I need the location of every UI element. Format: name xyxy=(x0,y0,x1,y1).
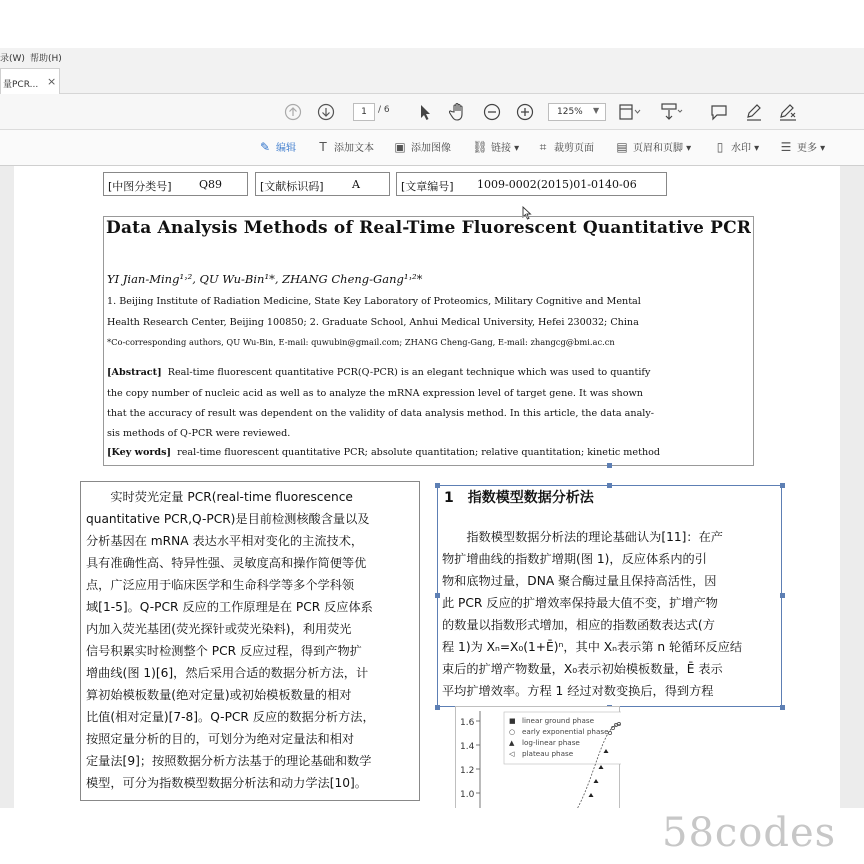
body-line: 增曲线(图 1)[6]，然后采用合适的数据分析方法，计 xyxy=(86,666,369,680)
watermark-button[interactable]: ▯ 水印 ▾ xyxy=(712,139,759,154)
edit-icon: ✎ xyxy=(259,140,271,154)
tab-bar xyxy=(0,64,864,94)
body-line: 算初始模板数量(绝对定量)或初始模板数量的相对 xyxy=(86,688,352,702)
doc-code-label: [文献标识码] xyxy=(260,180,324,193)
selection-handle[interactable] xyxy=(607,483,612,488)
link-label: 链接 xyxy=(491,143,511,154)
edit-toolbar xyxy=(0,130,864,166)
abstract-line: sis methods of Q-PCR were reviewed. xyxy=(107,428,291,439)
document-tab-label: 量PCR... xyxy=(3,80,39,90)
affiliation-line: 1. Beijing Institute of Radiation Medicine, State Key Laboratory of Proteomics, Military Cognitive and Mental xyxy=(107,296,641,307)
previous-page-icon[interactable] xyxy=(284,103,302,125)
legend-marker-circle: ○ xyxy=(509,728,516,736)
header-footer-icon: ▤ xyxy=(616,140,628,154)
add-image-button[interactable] xyxy=(392,139,451,154)
navigation-toolbar xyxy=(0,94,864,130)
sign-icon[interactable] xyxy=(778,102,798,126)
legend-entry: log-linear phase xyxy=(522,738,580,747)
header-footer-label: 页眉和页脚 xyxy=(633,143,683,154)
clc-value: Q89 xyxy=(199,178,223,191)
more-button[interactable]: ☰ 更多 ▾ xyxy=(778,139,825,154)
doc-code-box xyxy=(255,172,390,196)
watermark-text: 58codes xyxy=(662,810,837,856)
crop-page-button[interactable] xyxy=(535,139,594,155)
header-footer-button[interactable]: ▤ 页眉和页脚 ▾ xyxy=(614,139,691,154)
watermark-label: 水印 xyxy=(731,143,751,154)
abstract-text: Real-time fluorescent quantitative PCR(Q-PCR) is an elegant technique which was used to quantify xyxy=(167,367,651,378)
article-no-value: 1009-0002(2015)01-0140-06 xyxy=(477,178,637,191)
body-line: 内加入荧光基团(荧光探针或荧光染料)，利用荧光 xyxy=(86,622,352,636)
keywords-text: real-time fluorescent quantitative PCR; absolute quantitation; relative quantitation; kinetic method xyxy=(177,447,661,458)
figure-plot xyxy=(456,707,621,811)
link-button[interactable]: ⛓ 链接 ▾ xyxy=(472,140,520,154)
crop-label: 裁剪页面 xyxy=(554,143,594,154)
body-line: 具有准确性高、特异性强、灵敏度高和操作简便等优 xyxy=(86,556,367,570)
body-line: 按照定量分析的目的，可划分为绝对定量法和相对 xyxy=(86,732,355,746)
edit-label: 编辑 xyxy=(276,143,296,154)
body-line: 比值(相对定量)[7-8]。Q-PCR 反应的数据分析方法， xyxy=(86,710,375,724)
more-label: 更多 xyxy=(797,143,817,154)
pen-icon[interactable] xyxy=(745,102,763,126)
body-line: 指数模型数据分析法的理论基础认为[11]：在产 xyxy=(442,530,723,544)
selection-handle[interactable] xyxy=(780,705,785,710)
body-line: 模型，可分为指数模型数据分析法和动力学法[10]。 xyxy=(86,776,367,790)
body-line: 平均扩增效率。方程 1 经过对数变换后，得到方程 xyxy=(442,684,714,698)
article-no-label: [文章编号] xyxy=(401,180,454,193)
close-icon[interactable]: × xyxy=(47,75,57,88)
body-line: 束后的扩增产物数量，X₀表示初始模板数量，Ē 表示 xyxy=(442,662,723,676)
selection-handle[interactable] xyxy=(780,483,785,488)
cursor-icon[interactable] xyxy=(418,103,432,125)
crop-icon: ⌗ xyxy=(539,140,547,154)
selection-handle[interactable] xyxy=(780,593,785,598)
menu-bar xyxy=(0,48,864,64)
link-icon: ⛓ xyxy=(472,140,488,154)
edit-button[interactable] xyxy=(257,139,296,154)
menu-item-help[interactable]: 帮助(H) xyxy=(30,54,62,64)
keywords-line xyxy=(107,447,660,458)
zoom-in-icon[interactable] xyxy=(516,103,534,125)
body-line: 点，广泛应用于临床医学和生命科学等多个学科领 xyxy=(86,578,355,592)
body-line: 此 PCR 反应的扩增效率保持最大值不变，扩增产物 xyxy=(442,596,718,610)
legend-entry: linear ground phase xyxy=(522,716,595,725)
body-line: 域[1-5]。Q-PCR 反应的工作原理是在 PCR 反应体系 xyxy=(86,600,373,614)
abstract-line: the copy number of nucleic acid as well as to analyze the mRNA expression level of target gene. It was shown xyxy=(107,388,643,399)
abstract-line: that the accuracy of result was dependent on the validity of data analysis method. In this article, the data analy- xyxy=(107,408,655,419)
y-tick-label: 1.2 xyxy=(460,766,475,776)
page-flow-icon[interactable] xyxy=(660,102,684,126)
legend-marker-triangle: ▲ xyxy=(509,739,515,747)
add-text-button[interactable] xyxy=(315,139,374,154)
page-number-input[interactable]: 1 xyxy=(353,103,375,121)
article-no-box xyxy=(396,172,667,196)
add-text-label: 添加文本 xyxy=(334,143,374,154)
abstract-label: [Abstract] xyxy=(107,367,162,378)
body-line: 物扩增曲线的指数扩增期(图 1)，反应体系内的引 xyxy=(442,552,707,566)
body-line: 分析基因在 mRNA 表达水平相对变化的主流技术， xyxy=(86,534,364,548)
affiliation-line: Health Research Center, Beijing 100850; 2. Graduate School, Anhui Medical University, Hefei 230032; China xyxy=(107,317,639,328)
zoom-out-icon[interactable] xyxy=(483,103,501,125)
article-title: Data Analysis Methods of Real-Time Fluorescent Quantitative PCR xyxy=(106,218,752,238)
legend-entry: plateau phase xyxy=(522,749,574,758)
chevron-down-icon: ▼ xyxy=(593,106,600,115)
image-icon: ▣ xyxy=(394,140,406,154)
selection-handle[interactable] xyxy=(607,463,612,468)
legend-marker-left-triangle: ◁ xyxy=(509,750,515,758)
zoom-value: 125% xyxy=(557,107,583,117)
body-line: 定量法[9]；按照数据分析方法基于的理论基础和数学 xyxy=(86,754,372,768)
body-line: 物和底物过量，DNA 聚合酶过量且保持高活性，因 xyxy=(442,574,717,588)
selection-handle[interactable] xyxy=(435,483,440,488)
figure-1 xyxy=(455,706,620,810)
fit-page-icon[interactable] xyxy=(618,102,642,126)
corresponding-authors: *Co-corresponding authors, QU Wu-Bin, E-mail: quwubin@gmail.com; ZHANG Cheng-Gang, E-mail: zhangcg@bmi.ac.cn xyxy=(107,337,615,347)
watermark-icon: ▯ xyxy=(716,140,724,154)
clc-box xyxy=(103,172,248,196)
body-line: 的数量以指数形式增加，相应的指数函数表达式(方 xyxy=(442,618,715,632)
selection-handle[interactable] xyxy=(435,705,440,710)
clc-label: [中图分类号] xyxy=(108,180,172,193)
doc-code-value: A xyxy=(352,178,360,191)
keywords-label: [Key words] xyxy=(107,447,172,458)
y-tick-label: 1.6 xyxy=(460,718,475,728)
hand-icon[interactable] xyxy=(449,102,467,126)
legend-marker-square: ■ xyxy=(509,717,516,725)
menu-item-window[interactable]: 录(W) xyxy=(0,54,25,64)
more-icon: ☰ xyxy=(780,140,792,154)
text-icon: T xyxy=(319,140,327,154)
y-tick-label: 1.4 xyxy=(460,742,475,752)
selection-handle[interactable] xyxy=(435,593,440,598)
body-line: 信号积累实时检测整个 PCR 反应过程，得到产物扩 xyxy=(86,644,362,658)
document-tab[interactable] xyxy=(0,68,60,94)
next-page-icon[interactable] xyxy=(317,103,335,125)
authors: YI Jian-Ming¹˒², QU Wu-Bin¹*, ZHANG Cheng-Gang¹˒²* xyxy=(107,272,423,286)
body-line: 程 1)为 Xₙ=X₀(1+Ē)ⁿ，其中 Xₙ表示第 n 轮循环反应结 xyxy=(442,640,743,654)
legend-entry: early exponential phase xyxy=(522,727,609,736)
zoom-select[interactable] xyxy=(548,103,606,121)
section-heading: 1 指数模型数据分析法 xyxy=(444,490,594,506)
y-tick-label: 1.0 xyxy=(460,790,475,800)
abstract-line xyxy=(107,367,650,378)
body-line: quantitative PCR,Q-PCR)是目前检测核酸含量以及 xyxy=(86,512,370,526)
body-line: 实时荧光定量 PCR(real-time fluorescence xyxy=(86,490,353,504)
comment-icon[interactable] xyxy=(710,103,728,125)
page-total: / 6 xyxy=(378,105,390,115)
add-image-label: 添加图像 xyxy=(411,143,451,154)
